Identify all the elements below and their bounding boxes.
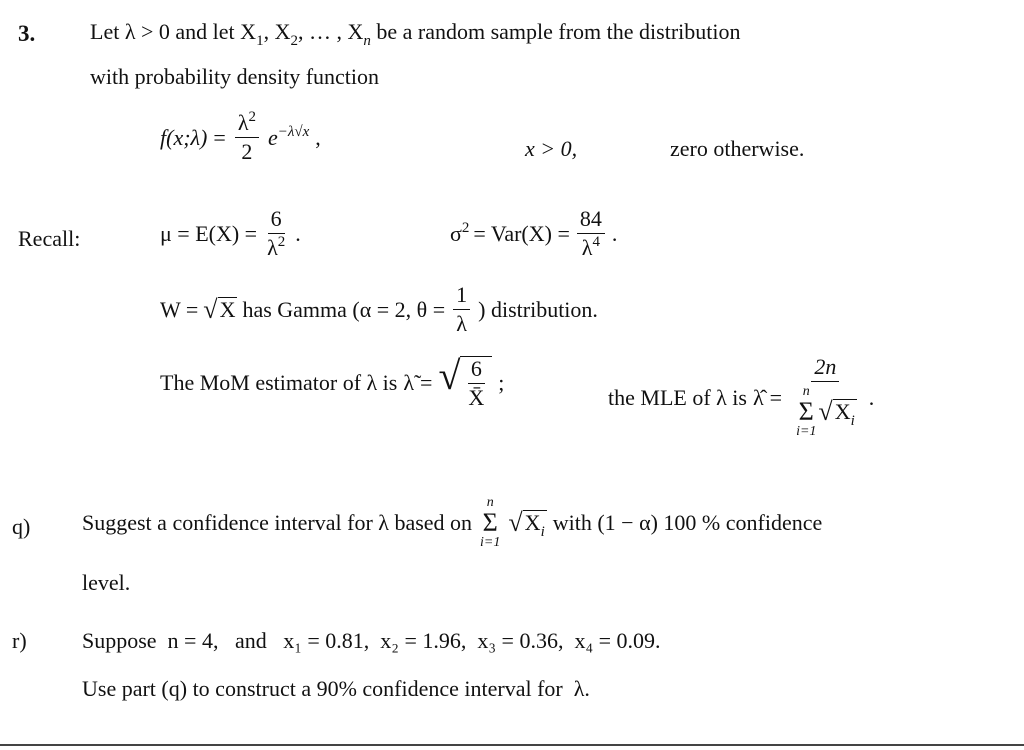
sigma-symbol: $\sigma^2$ xyxy=(450,219,470,246)
recall-variance xyxy=(450,208,617,259)
mle-fraction xyxy=(791,356,860,439)
mom-symbol: λ̃ xyxy=(403,369,415,395)
mean-period: . xyxy=(295,220,301,246)
gamma-theta-denominator: λ xyxy=(456,311,467,336)
problem-number: 3. xyxy=(18,21,36,46)
mom-text: The MoM estimator of λ is xyxy=(160,369,398,395)
part-q-sum-bottom: i=1 xyxy=(480,535,501,550)
gamma-end: ) distribution. xyxy=(478,296,598,322)
mom-denominator: X̄ xyxy=(468,385,485,410)
mean-denominator-exponent: 2 xyxy=(277,234,286,250)
intro-lambda-condition: λ > 0 xyxy=(124,19,170,44)
pdf-numerator: λ xyxy=(237,110,249,135)
mean-denominator: λ xyxy=(267,235,278,260)
variance-numerator: 84 xyxy=(577,208,605,234)
part-q-label: q) xyxy=(12,514,31,539)
mom-numerator: 6 xyxy=(468,358,485,384)
gamma-theta-fraction xyxy=(453,284,470,335)
mom-statement xyxy=(160,353,505,410)
part-r-label: r) xyxy=(12,628,27,653)
part-q-x: X xyxy=(524,510,541,535)
pdf-equals: = xyxy=(213,124,226,150)
mom-fraction xyxy=(465,358,487,409)
mle-x-sub: i xyxy=(850,413,855,429)
mle-sqrt: √ $X_i$ xyxy=(818,397,855,429)
pdf-lhs: f(x;λ) xyxy=(160,124,208,150)
sample-x1: $X_1$, xyxy=(240,19,275,49)
pdf-otherwise: zero otherwise. xyxy=(670,136,805,161)
part-q-text-after: with (1 − α) 100 % confidence xyxy=(552,510,823,535)
part-q-text-before: Suggest a confidence interval for λ based on xyxy=(82,510,473,535)
gamma-sqrt-x: X xyxy=(219,296,236,322)
mle-sum-bottom: i=1 xyxy=(796,424,817,439)
intro-let: Let xyxy=(90,19,120,44)
variance-denominator: λ xyxy=(581,235,593,260)
sum-sign-icon: Σ xyxy=(798,397,814,426)
pdf-exponential: $e^{-\lambda√x}$ xyxy=(267,123,310,150)
variance-fraction xyxy=(577,208,605,259)
mle-sum xyxy=(796,385,816,439)
part-q-line-2: level. xyxy=(82,570,131,595)
part-r-line-1: Suppose n = 4, and x₁ = 0.81, x₂ = 1.96, x₃ = 0.36, x₄ = 0.09. xyxy=(82,628,661,653)
mle-statement xyxy=(608,356,874,439)
part-q-sum-top: n xyxy=(486,495,494,510)
pdf-denominator: 2 xyxy=(241,139,253,164)
sum-sign-icon: Σ xyxy=(482,508,498,537)
mle-symbol: λ̂ xyxy=(752,384,764,410)
mom-equals: = xyxy=(420,369,433,395)
intro-and-let: and let xyxy=(175,19,235,44)
bottom-divider xyxy=(0,744,1024,746)
part-q-line-1 xyxy=(82,496,822,550)
mle-numerator: 2n xyxy=(811,356,839,382)
pdf-formula xyxy=(160,109,321,164)
sample-xn: $X_n$ xyxy=(347,19,371,49)
pdf-exponent: −λ√x xyxy=(277,123,310,140)
gamma-w: W = xyxy=(160,296,199,322)
variance-denominator-exponent: 4 xyxy=(592,234,600,250)
part-q-sum xyxy=(480,496,500,550)
variance-period: . xyxy=(611,220,618,246)
gamma-theta-numerator: 1 xyxy=(453,284,470,310)
sigma-exponent: 2 xyxy=(461,219,470,236)
pdf-fraction xyxy=(235,109,259,164)
mle-sum-top: n xyxy=(802,384,810,399)
pdf-comma: , xyxy=(315,124,321,150)
mean-numerator: 6 xyxy=(268,208,285,234)
pdf-numerator-exponent: 2 xyxy=(248,109,256,125)
part-q-x-sub: i xyxy=(540,524,545,540)
mean-lhs: μ = E(X) = xyxy=(160,220,258,246)
gamma-statement xyxy=(160,284,598,335)
gamma-sqrt: √ X xyxy=(203,294,236,324)
recall-label: Recall: xyxy=(18,226,81,251)
pdf-support: x > 0, xyxy=(525,136,578,161)
mom-semicolon: ; xyxy=(498,369,505,395)
mle-equals: = xyxy=(769,384,783,410)
mom-sqrt: √ $\frac{6}{X̄}$ xyxy=(438,356,492,409)
intro-rest: be a random sample from the distribution xyxy=(376,19,741,44)
mle-x: X xyxy=(834,399,851,424)
intro-line-2: with probability density function xyxy=(90,64,380,89)
intro-line-1 xyxy=(90,19,741,49)
recall-mean xyxy=(160,208,301,259)
mle-text: the MLE of λ is xyxy=(608,384,747,410)
variance-lhs: = Var(X) = xyxy=(473,220,570,246)
sample-x2: $X_2$, … , xyxy=(274,19,348,49)
mean-fraction xyxy=(264,208,288,259)
mle-period: . xyxy=(868,384,875,410)
part-q-sqrt: √ $X_i$ xyxy=(508,508,545,540)
gamma-has: has Gamma (α = 2, θ = xyxy=(242,296,446,322)
part-r-line-2: Use part (q) to construct a 90% confidence interval for λ. xyxy=(82,676,590,701)
